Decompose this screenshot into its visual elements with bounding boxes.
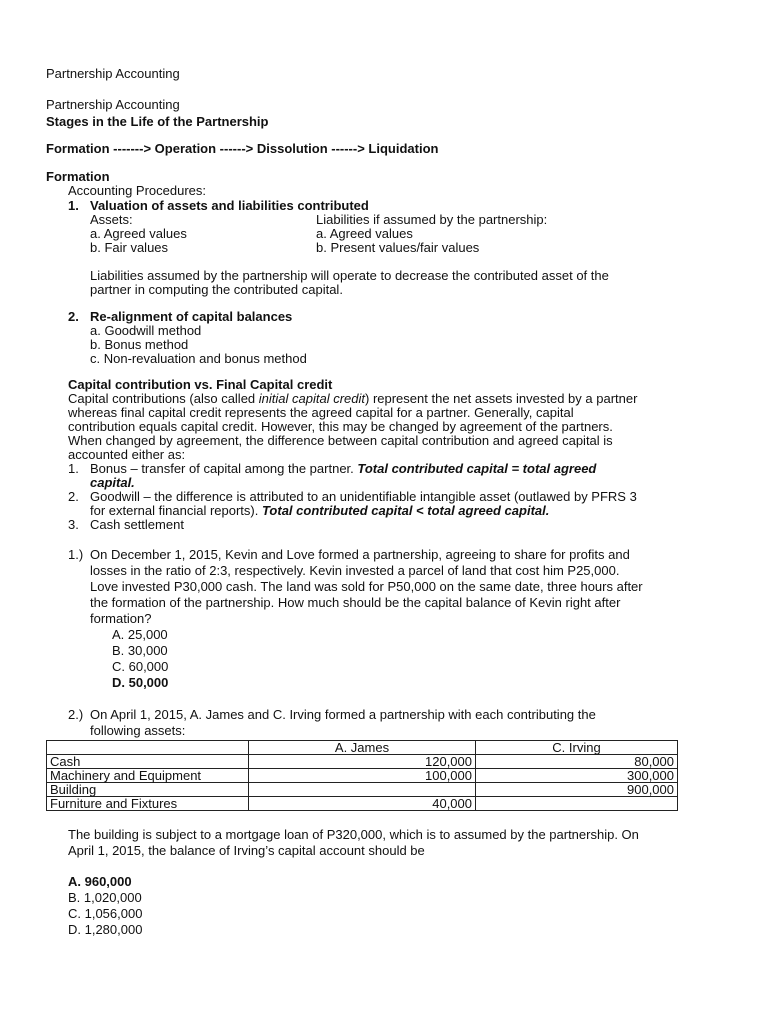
table-cell-james <box>249 783 476 797</box>
procedures-label: Accounting Procedures: <box>68 183 207 198</box>
table-cell-label: Cash <box>47 755 249 769</box>
q1-line: formation? <box>90 611 152 626</box>
table-row <box>47 755 678 769</box>
q1-line: Love invested P30,000 cash. The land was sold for P50,000 on the same date, three hours after <box>90 579 643 594</box>
option1-bonus-cont: capital. <box>90 475 135 490</box>
option1-bonus: Bonus – transfer of capital among the partner. Total contributed capital = total agreed <box>90 461 597 476</box>
method-non-revaluation: c. Non-revaluation and bonus method <box>90 351 307 366</box>
liabilities-note-line2: partner in computing the contributed capital. <box>90 282 343 297</box>
item1-title: Valuation of assets and liabilities contributed <box>90 198 369 213</box>
q1-number: 1.) <box>68 547 84 562</box>
liability-item-a: a. Agreed values <box>316 226 413 241</box>
capital-line5: accounted either as: <box>68 447 186 462</box>
table-header-empty <box>47 741 249 755</box>
q2-after-line2: April 1, 2015, the balance of Irving’s capital account should be <box>68 843 425 858</box>
table-cell-james: 40,000 <box>249 797 476 811</box>
table-header-james: A. James <box>249 741 476 755</box>
option3-number: 3. <box>68 517 79 532</box>
q2-line: On April 1, 2015, A. James and C. Irving formed a partnership with each contributing the <box>90 707 596 722</box>
q1-choice-b: B. 30,000 <box>112 643 168 658</box>
q2-after-line1: The building is subject to a mortgage loan of P320,000, which is to assumed by the partnership. On <box>68 827 639 842</box>
subtitle: Partnership Accounting <box>46 97 180 112</box>
capital-line2: whereas final capital credit represents the agreed capital for a partner. Generally, capital <box>68 405 574 420</box>
table-cell-irving <box>476 797 678 811</box>
table-cell-irving: 300,000 <box>476 769 678 783</box>
option2-goodwill: Goodwill – the difference is attributed to an unidentifiable intangible asset (outlawed by PFRS 3 <box>90 489 637 504</box>
q2-line: following assets: <box>90 723 186 738</box>
contributed-assets-table <box>46 740 678 811</box>
table-header-irving: C. Irving <box>476 741 678 755</box>
table-cell-label: Machinery and Equipment <box>47 769 249 783</box>
assets-label: Assets: <box>90 212 133 227</box>
table-row <box>47 797 678 811</box>
option3-cash: Cash settlement <box>90 517 184 532</box>
asset-item-b: b. Fair values <box>90 240 169 255</box>
option2-goodwill-cont: for external financial reports). Total contributed capital < total agreed capital. <box>90 503 550 518</box>
table-header-row <box>47 741 678 755</box>
initial-capital-credit-term: initial capital credit <box>258 391 365 406</box>
q2-choice-b: B. 1,020,000 <box>68 890 142 905</box>
q2-choice-a-answer: A. 960,000 <box>68 874 132 889</box>
capital-line3: contribution equals capital credit. However, this may be changed by agreement of the partners. <box>68 419 613 434</box>
liabilities-note-line1: Liabilities assumed by the partnership will operate to decrease the contributed asset of the <box>90 268 609 283</box>
document-title: Partnership Accounting <box>46 66 180 81</box>
item2-number: 2. <box>68 309 79 324</box>
liabilities-label: Liabilities if assumed by the partnership: <box>316 212 548 227</box>
item1-number: 1. <box>68 198 79 213</box>
q1-line: losses in the ratio of 2:3, respectively. Kevin invested a parcel of land that cost him P25,000. <box>90 563 620 578</box>
table-cell-irving: 900,000 <box>476 783 678 797</box>
q2-number: 2.) <box>68 707 84 722</box>
q1-choice-c: C. 60,000 <box>112 659 169 674</box>
capital-line4: When changed by agreement, the difference between capital contribution and agreed capital is <box>68 433 613 448</box>
method-bonus: b. Bonus method <box>90 337 189 352</box>
stages-flow: Formation -------> Operation ------> Dissolution ------> Liquidation <box>46 141 439 156</box>
method-goodwill: a. Goodwill method <box>90 323 202 338</box>
table-cell-label: Building <box>47 783 249 797</box>
table-row <box>47 769 678 783</box>
table-cell-james: 120,000 <box>249 755 476 769</box>
formation-heading: Formation <box>46 169 110 184</box>
table-row <box>47 783 678 797</box>
table-cell-james: 100,000 <box>249 769 476 783</box>
asset-item-a: a. Agreed values <box>90 226 187 241</box>
option2-number: 2. <box>68 489 79 504</box>
q1-choice-a: A. 25,000 <box>112 627 168 642</box>
table-cell-irving: 80,000 <box>476 755 678 769</box>
stages-heading: Stages in the Life of the Partnership <box>46 114 269 129</box>
q1-line: On December 1, 2015, Kevin and Love formed a partnership, agreeing to share for profits and <box>90 547 630 562</box>
q1-line: the formation of the partnership. How much should be the capital balance of Kevin right after <box>90 595 621 610</box>
capital-heading: Capital contribution vs. Final Capital credit <box>68 377 333 392</box>
q1-choice-d-answer: D. 50,000 <box>112 675 169 690</box>
table-cell-label: Furniture and Fixtures <box>47 797 249 811</box>
option1-number: 1. <box>68 461 79 476</box>
capital-line1: Capital contributions (also called initial capital credit) represent the net assets invested by a partner <box>68 391 638 406</box>
q2-choice-d: D. 1,280,000 <box>68 922 143 937</box>
liability-item-b: b. Present values/fair values <box>316 240 480 255</box>
q2-choice-c: C. 1,056,000 <box>68 906 143 921</box>
item2-title: Re-alignment of capital balances <box>90 309 293 324</box>
